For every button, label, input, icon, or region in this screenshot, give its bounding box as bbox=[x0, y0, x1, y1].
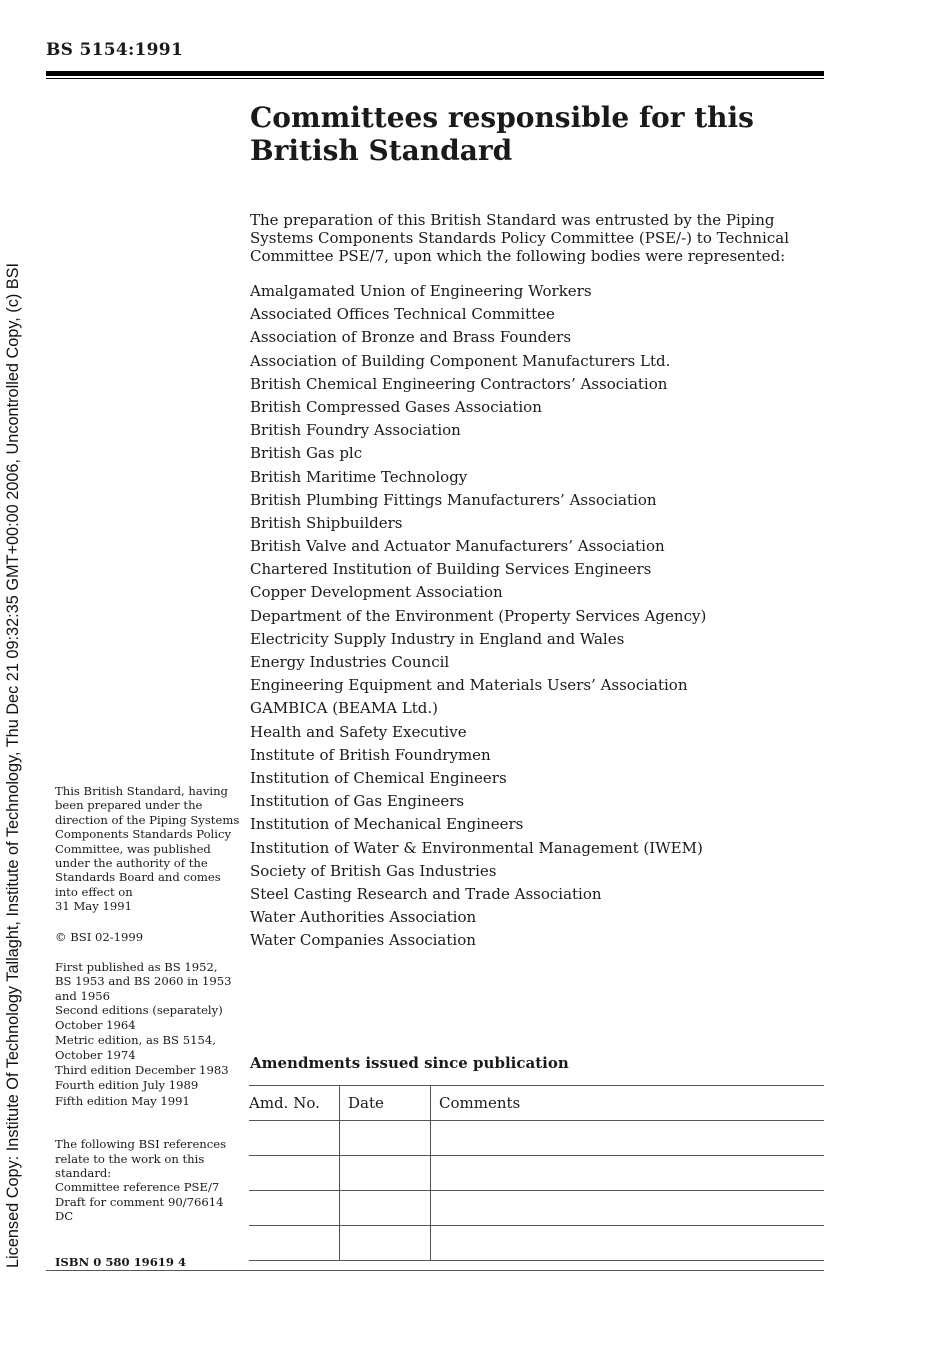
list-item: Institution of Gas Engineers bbox=[250, 792, 465, 811]
header-rule-thick bbox=[46, 71, 824, 76]
table-cell bbox=[431, 1191, 825, 1226]
list-item: British Plumbing Fittings Manufacturers’ Association bbox=[250, 490, 657, 509]
list-item: Institution of Mechanical Engineers bbox=[250, 815, 524, 834]
list-item: British Gas plc bbox=[250, 444, 363, 463]
list-item: Electricity Supply Industry in England and Wales bbox=[250, 629, 625, 648]
history-fourth: Fourth edition July 1989 bbox=[55, 1078, 199, 1093]
organization-list bbox=[250, 280, 706, 952]
list-item: Associated Offices Technical Committee bbox=[250, 305, 555, 324]
table-cell bbox=[431, 1156, 825, 1191]
table-row bbox=[249, 1156, 824, 1191]
list-item: Institution of Water & Environmental Management (IWEM) bbox=[250, 838, 703, 857]
intro-paragraph: The preparation of this British Standard was entrusted by the Piping Systems Components Standards Policy Committee (PSE/-) to Technical Committee PSE/7, upon which the following bodies were represented: bbox=[250, 211, 789, 265]
list-item: Water Companies Association bbox=[250, 931, 476, 950]
history-metric: Metric edition, as BS 5154, October 1974 bbox=[55, 1033, 216, 1062]
table-cell bbox=[431, 1121, 825, 1156]
history-third: Third edition December 1983 bbox=[55, 1062, 229, 1077]
table-cell bbox=[431, 1226, 825, 1261]
list-item: Association of Building Component Manufacturers Ltd. bbox=[250, 351, 671, 370]
amendments-table bbox=[249, 1085, 824, 1261]
page-title bbox=[250, 101, 810, 167]
table-cell bbox=[249, 1226, 340, 1261]
table-cell bbox=[340, 1226, 431, 1261]
table-cell bbox=[340, 1156, 431, 1191]
sidebar-notes bbox=[55, 784, 245, 1269]
bsi-references: The following BSI references relate to the work on this standard: Committee reference PSE/7 Draft for comment 90/76614 DC bbox=[55, 1137, 227, 1224]
copyright-notice: © BSI 02-1999 bbox=[55, 929, 144, 944]
list-item: Health and Safety Executive bbox=[250, 722, 467, 741]
history-first: First published as BS 1952, BS 1953 and BS 2060 in 1953 and 1956 bbox=[55, 960, 232, 1003]
column-header-amd-no: Amd. No. bbox=[249, 1086, 340, 1121]
list-item: British Chemical Engineering Contractors’ Association bbox=[250, 374, 668, 393]
list-item: Engineering Equipment and Materials Users’ Association bbox=[250, 676, 688, 695]
header-rule-thin bbox=[46, 78, 824, 79]
list-item: Association of Bronze and Brass Founders bbox=[250, 328, 572, 347]
list-item: Steel Casting Research and Trade Association bbox=[250, 884, 602, 903]
table-cell bbox=[249, 1191, 340, 1226]
list-item: Amalgamated Union of Engineering Workers bbox=[250, 282, 592, 300]
list-item: Institute of British Foundrymen bbox=[250, 745, 491, 764]
license-watermark: Licensed Copy: Institute Of Technology Tallaght, Institute of Technology, Thu Dec 21 09:32:35 GMT+00:00 2006, Uncontrolled Copy, (c) BSI bbox=[4, 262, 22, 1268]
table-header-row bbox=[249, 1086, 824, 1121]
standard-number: BS 5154:1991 bbox=[46, 40, 184, 60]
table-row bbox=[249, 1121, 824, 1156]
list-item: British Maritime Technology bbox=[250, 467, 468, 486]
list-item: GAMBICA (BEAMA Ltd.) bbox=[250, 699, 439, 718]
list-item: Copper Development Association bbox=[250, 583, 503, 602]
list-item: Energy Industries Council bbox=[250, 653, 450, 671]
footer-rule bbox=[46, 1270, 824, 1271]
list-item: British Shipbuilders bbox=[250, 513, 403, 532]
title-line-2: British Standard bbox=[250, 134, 513, 167]
list-item: British Valve and Actuator Manufacturers’ Association bbox=[250, 537, 665, 556]
isbn: ISBN 0 580 19619 4 bbox=[55, 1254, 187, 1269]
title-line-1: Committees responsible for this bbox=[250, 101, 754, 134]
table-cell bbox=[249, 1121, 340, 1156]
history-fifth: Fifth edition May 1991 bbox=[55, 1093, 190, 1108]
list-item: Institution of Chemical Engineers bbox=[250, 768, 507, 787]
list-item: British Compressed Gases Association bbox=[250, 397, 542, 416]
publication-note: This British Standard, having been prepared under the direction of the Piping Systems Components Standards Policy Committee, was published under the authority of the Standards Board and comes into effect on 31 May 1991 bbox=[55, 784, 240, 914]
column-header-comments: Comments bbox=[431, 1086, 825, 1121]
table-cell bbox=[340, 1121, 431, 1156]
amendments-heading: Amendments issued since publication bbox=[250, 1054, 569, 1072]
list-item: British Foundry Association bbox=[250, 421, 461, 440]
table-cell bbox=[340, 1191, 431, 1226]
list-item: Society of British Gas Industries bbox=[250, 861, 497, 880]
list-item: Water Authorities Association bbox=[250, 908, 477, 927]
column-header-date: Date bbox=[340, 1086, 431, 1121]
list-item: Department of the Environment (Property Services Agency) bbox=[250, 606, 707, 625]
table-row bbox=[249, 1191, 824, 1226]
table-cell bbox=[249, 1156, 340, 1191]
table-row bbox=[249, 1226, 824, 1261]
history-second: Second editions (separately) October 1964 bbox=[55, 1003, 223, 1032]
list-item: Chartered Institution of Building Services Engineers bbox=[250, 560, 652, 579]
